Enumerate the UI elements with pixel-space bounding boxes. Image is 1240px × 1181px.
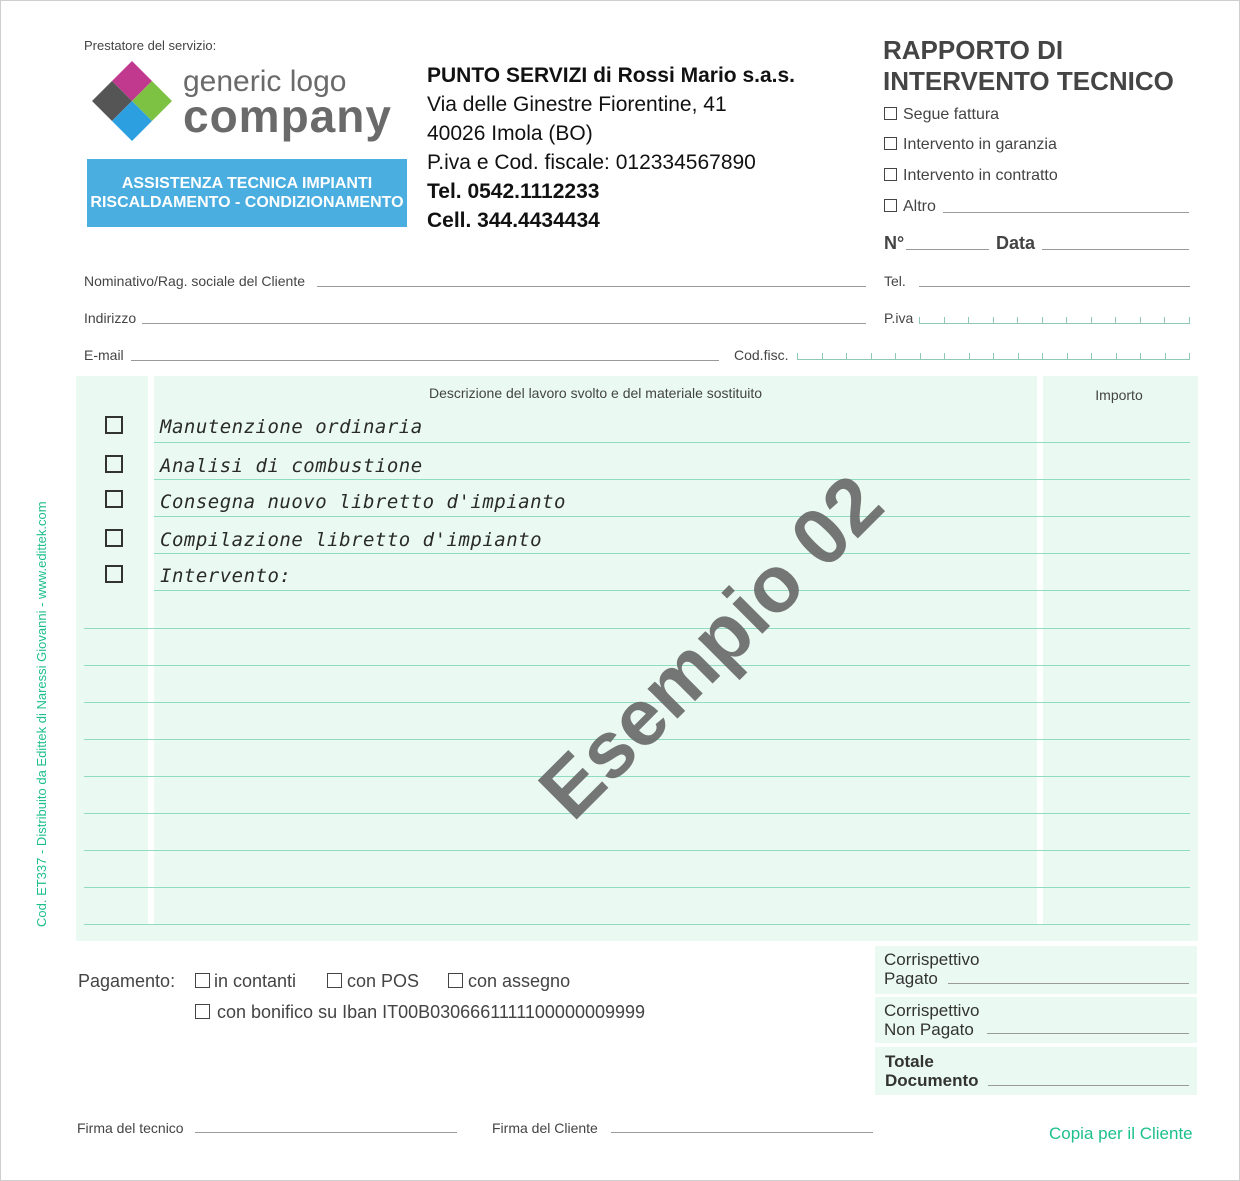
- field-tick: [1140, 317, 1141, 323]
- field-tick: [944, 317, 945, 323]
- field-tick: [968, 317, 969, 323]
- field-tick: [1189, 317, 1190, 323]
- client-vat-label: P.iva: [884, 310, 914, 326]
- option-label: Altro: [903, 198, 936, 215]
- number-line[interactable]: [906, 249, 989, 250]
- provider-name: PUNTO SERVIZI di Rossi Mario s.a.s.: [427, 64, 795, 87]
- field-tick: [1017, 317, 1018, 323]
- technician-signature-label: Firma del tecnico: [77, 1120, 184, 1136]
- paid-box: [875, 946, 1197, 994]
- service-banner: [87, 159, 407, 227]
- field-tick: [1165, 353, 1166, 359]
- paid-label-2: Pagato: [884, 969, 938, 988]
- table-row-line: [154, 442, 1190, 443]
- payment-transfer-label: con bonifico su Iban IT00B0306661111100000009999: [217, 1002, 646, 1022]
- table-row-line: [154, 553, 1190, 554]
- payment-cash[interactable]: [195, 971, 296, 992]
- checkbox-icon[interactable]: [884, 107, 897, 120]
- client-vat-field[interactable]: [919, 315, 1190, 324]
- total-label-1: Totale: [885, 1052, 934, 1071]
- client-email-label: E-mail: [84, 347, 124, 363]
- client-tel-label: Tel.: [884, 273, 906, 289]
- work-item: Intervento:: [160, 565, 292, 587]
- technician-signature-line[interactable]: [195, 1132, 457, 1133]
- altro-line[interactable]: [943, 212, 1189, 213]
- field-tick: [797, 353, 798, 359]
- unpaid-label-2: Non Pagato: [884, 1020, 974, 1039]
- work-item: Analisi di combustione: [160, 455, 423, 477]
- checkbox-item-3[interactable]: [105, 490, 123, 508]
- client-name-line[interactable]: [317, 286, 866, 287]
- side-code-text: Cod. ET337 - Distribuito da Edittek di Naressi Giovanni - www.edittek.com: [34, 501, 49, 927]
- provider-city: 40026 Imola (BO): [427, 122, 593, 145]
- field-tick: [944, 353, 945, 359]
- number-label: N°: [884, 233, 905, 253]
- provider-cell: Cell. 344.4434434: [427, 209, 600, 232]
- work-item: Consegna nuovo libretto d'impianto: [160, 491, 566, 513]
- watermark: Esempio 02: [521, 457, 900, 836]
- report-title-line-2: INTERVENTO TECNICO: [883, 66, 1174, 96]
- total-label-2: Documento: [885, 1071, 979, 1090]
- payment-cheque[interactable]: [448, 971, 570, 992]
- payment-cheque-label: con assegno: [468, 971, 571, 991]
- checkbox-icon[interactable]: [195, 973, 210, 988]
- field-tick: [1189, 353, 1190, 359]
- client-tel-line[interactable]: [919, 286, 1190, 287]
- table-divider-right: [1037, 376, 1043, 924]
- client-signature-line[interactable]: [611, 1132, 873, 1133]
- field-tick: [919, 317, 920, 323]
- payment-transfer[interactable]: [195, 1002, 645, 1023]
- provider-vat: P.iva e Cod. fiscale: 012334567890: [427, 151, 756, 174]
- table-row-line: [154, 479, 1190, 480]
- field-tick: [993, 317, 994, 323]
- client-address-label: Indirizzo: [84, 310, 137, 326]
- field-tick: [871, 353, 872, 359]
- field-tick: [1115, 317, 1116, 323]
- checkbox-icon[interactable]: [884, 137, 897, 150]
- table-row-line: [154, 516, 1190, 517]
- client-taxcode-label: Cod.fisc.: [734, 347, 789, 363]
- field-tick: [920, 353, 921, 359]
- option-label: Intervento in garanzia: [903, 136, 1057, 153]
- option-segue-fattura[interactable]: [884, 106, 999, 124]
- field-tick: [1066, 317, 1067, 323]
- client-taxcode-field[interactable]: [797, 351, 1190, 360]
- amount-header: Importo: [1095, 387, 1143, 403]
- banner-line-1: ASSISTENZA TECNICA IMPIANTI: [121, 175, 373, 192]
- payment-pos[interactable]: [327, 971, 419, 992]
- payment-label: Pagamento:: [78, 971, 176, 991]
- checkbox-icon[interactable]: [884, 199, 897, 212]
- paid-label-1: Corrispettivo: [884, 950, 980, 969]
- banner-line-2: RISCALDAMENTO - CONDIZIONAMENTO: [90, 194, 404, 211]
- table-row-line: [84, 924, 1190, 925]
- table-row-line: [154, 590, 1190, 591]
- field-tick: [846, 353, 847, 359]
- date-label: Data: [996, 233, 1036, 253]
- field-tick: [1042, 317, 1043, 323]
- client-name-label: Nominativo/Rag. sociale del Cliente: [84, 273, 305, 289]
- checkbox-item-1[interactable]: [105, 416, 123, 434]
- checkbox-icon[interactable]: [195, 1004, 210, 1019]
- option-contratto[interactable]: [884, 167, 1058, 185]
- table-row-line: [84, 813, 1190, 814]
- unpaid-box: [875, 997, 1197, 1043]
- checkbox-icon[interactable]: [448, 973, 463, 988]
- report-title-line-1: RAPPORTO DI: [883, 35, 1064, 65]
- field-tick: [969, 353, 970, 359]
- checkbox-item-4[interactable]: [105, 529, 123, 547]
- work-item: Compilazione libretto d'impianto: [160, 529, 543, 551]
- field-tick: [1067, 353, 1068, 359]
- field-tick: [1116, 353, 1117, 359]
- field-tick: [1140, 353, 1141, 359]
- unpaid-line[interactable]: [987, 1033, 1189, 1034]
- total-line[interactable]: [988, 1085, 1189, 1086]
- client-address-line[interactable]: [142, 323, 866, 324]
- description-header: Descrizione del lavoro svolto e del materiale sostituito: [428, 385, 763, 401]
- field-tick: [1091, 353, 1092, 359]
- checkbox-icon[interactable]: [327, 973, 342, 988]
- option-garanzia[interactable]: [884, 136, 1057, 154]
- provider-details: [427, 61, 795, 235]
- option-altro[interactable]: [884, 198, 936, 216]
- field-tick: [993, 353, 994, 359]
- field-tick: [1091, 317, 1092, 323]
- work-item: Manutenzione ordinaria: [160, 416, 423, 438]
- payment-cash-label: in contanti: [214, 971, 297, 991]
- field-tick: [822, 353, 823, 359]
- client-email-line[interactable]: [131, 360, 719, 361]
- option-label: Segue fattura: [903, 106, 1000, 123]
- field-tick: [895, 353, 896, 359]
- report-title: [883, 35, 1174, 97]
- table-row-line: [84, 850, 1190, 851]
- payment-pos-label: con POS: [347, 971, 420, 991]
- checkbox-item-2[interactable]: [105, 455, 123, 473]
- table-row-line: [84, 887, 1190, 888]
- checkbox-item-5[interactable]: [105, 565, 123, 583]
- option-label: Intervento in contratto: [903, 167, 1058, 184]
- checkbox-icon[interactable]: [884, 168, 897, 181]
- total-box: [875, 1047, 1197, 1095]
- provider-tel: Tel. 0542.1112233: [427, 180, 600, 203]
- field-tick: [1164, 317, 1165, 323]
- field-tick: [1018, 353, 1019, 359]
- paid-line[interactable]: [948, 983, 1189, 984]
- date-line[interactable]: [1042, 249, 1189, 250]
- logo-text-top: generic logo: [183, 65, 347, 98]
- table-row-line: [84, 628, 1190, 629]
- client-signature-label: Firma del Cliente: [492, 1120, 598, 1136]
- provider-label: Prestatore del servizio:: [84, 38, 217, 53]
- table-divider-left: [148, 376, 154, 924]
- field-tick: [1042, 353, 1043, 359]
- copy-label: Copia per il Cliente: [1049, 1124, 1193, 1143]
- provider-address: Via delle Ginestre Fiorentine, 41: [427, 93, 727, 116]
- unpaid-label-1: Corrispettivo: [884, 1001, 980, 1020]
- logo-text-bottom: company: [183, 90, 392, 142]
- company-logo-icon: [87, 61, 177, 151]
